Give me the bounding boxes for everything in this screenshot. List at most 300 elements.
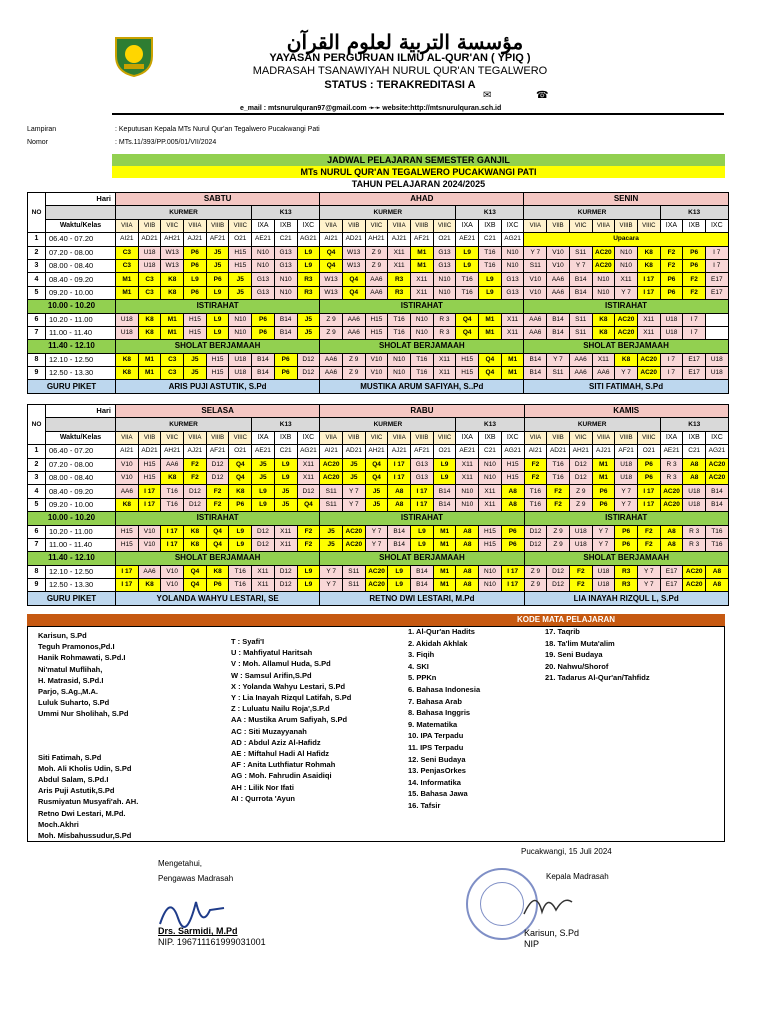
schedule-cell: T16 <box>479 246 502 259</box>
schedule-cell: J5 <box>184 353 207 366</box>
schedule-cell: B14 <box>547 326 570 339</box>
legend-entry: U : Mahfiyatul Haritsah <box>231 648 313 658</box>
class-label: VIIIB <box>615 219 638 232</box>
break-label: SHOLAT BERJAMAAH <box>524 340 728 353</box>
schedule-cell: AC20 <box>320 471 343 484</box>
schedule-cell: AC20 <box>683 565 706 578</box>
schedule-cell: H15 <box>479 525 502 538</box>
schedule-cell: P6 <box>615 525 638 538</box>
schedule-cell: AA6 <box>365 286 388 299</box>
schedule-cell: K8 <box>637 259 660 272</box>
period-row <box>28 579 729 592</box>
schedule-cell: D12 <box>297 353 320 366</box>
lampiran-row <box>27 126 320 133</box>
class-label: VIIIA <box>592 219 615 232</box>
schedule-cell: J5 <box>229 286 252 299</box>
schedule-cell: A8 <box>456 565 479 578</box>
duty-row <box>28 592 729 605</box>
schedule-cell: K8 <box>116 367 139 380</box>
schedule-cell: W13 <box>320 273 343 286</box>
schedule-cell: AI21 <box>116 233 139 246</box>
schedule-cell: Z 9 <box>547 538 570 551</box>
schedule-cell: R 3 <box>683 538 706 551</box>
schedule-cell: M1 <box>138 367 161 380</box>
period-time: 08.40 - 09.20 <box>46 273 116 286</box>
schedule-cell: W13 <box>320 286 343 299</box>
class-label: VIIIB <box>411 431 434 444</box>
schedule-cell: M1 <box>410 246 433 259</box>
guru-piket-label: GURU PIKET <box>28 592 116 605</box>
schedule-cell: T16 <box>547 471 570 484</box>
schedule-cell: X11 <box>501 313 524 326</box>
schedule-cell <box>705 313 728 326</box>
pengawas-nip: NIP. 196711161999031001 <box>158 937 266 947</box>
schedule-cell: AC20 <box>637 353 660 366</box>
nomor-value: : MTs.11/393/PP.005/01/VII/2024 <box>115 139 217 146</box>
legend-entry: 13. PenjasOrkes <box>408 766 466 776</box>
schedule-cell: X11 <box>592 353 615 366</box>
break-label: SHOLAT BERJAMAAH <box>320 552 524 565</box>
schedule-cell: H15 <box>184 313 207 326</box>
k13-label: K13 <box>456 418 524 431</box>
schedule-cell: F2 <box>206 485 229 498</box>
schedule-cell: Y 7 <box>343 498 366 511</box>
period-row <box>28 445 729 458</box>
schedule-cell: Y 7 <box>615 498 638 511</box>
legend-entry: 8. Bahasa Inggris <box>408 708 471 718</box>
schedule-cell: C3 <box>161 367 184 380</box>
pengawas-name: Drs. Sarmidi, M.Pd <box>158 926 238 936</box>
schedule-cell: AE21 <box>456 445 479 458</box>
schedule-cell: F2 <box>660 259 683 272</box>
period-number: 7 <box>28 538 46 551</box>
schedule-cell: F2 <box>638 525 661 538</box>
class-label: VIIIC <box>637 219 660 232</box>
schedule-cell: L9 <box>297 565 320 578</box>
schedule-cell: C21 <box>479 445 502 458</box>
schedule-cell: A8 <box>501 485 524 498</box>
schedule-cell: N10 <box>592 286 615 299</box>
schedule-cell: V10 <box>116 458 139 471</box>
schedule-cell: V10 <box>524 286 547 299</box>
schedule-cell: AG21 <box>297 445 320 458</box>
class-label: VIIIC <box>229 431 252 444</box>
schedule-cell: K8 <box>637 246 660 259</box>
period-time: 12.10 - 12.50 <box>46 565 116 578</box>
schedule-cell: G13 <box>433 259 456 272</box>
schedule-cell: S11 <box>547 367 570 380</box>
k13-label: K13 <box>252 418 320 431</box>
schedule-cell: A8 <box>683 458 706 471</box>
upacara-cell: Upacara <box>524 233 728 246</box>
schedule-cell: Y 7 <box>365 538 388 551</box>
schedule-cell: I 17 <box>411 498 434 511</box>
schedule-cell: Z 9 <box>569 485 592 498</box>
mail-icon: ✉ <box>483 90 492 101</box>
schedule-cell: R 3 <box>683 525 706 538</box>
duty-row <box>28 380 729 393</box>
schedule-cell: F2 <box>184 458 207 471</box>
schedule-cell: B14 <box>706 498 729 511</box>
schedule-cell: N10 <box>592 273 615 286</box>
schedule-cell: AA6 <box>342 313 365 326</box>
schedule-cell: O21 <box>433 233 456 246</box>
schedule-cell: Z 9 <box>569 498 592 511</box>
schedule-cell: K8 <box>161 273 184 286</box>
schedule-cell: Q4 <box>479 367 502 380</box>
period-row <box>28 273 729 286</box>
schedule-cell: D12 <box>252 525 275 538</box>
schedule-cell: X11 <box>297 471 320 484</box>
schedule-cell: B14 <box>433 485 456 498</box>
period-time: 07.20 - 08.00 <box>46 458 116 471</box>
schedule-cell: F2 <box>547 498 570 511</box>
lampiran-label: Lampiran <box>27 126 57 133</box>
schedule-cell: Y 7 <box>615 286 638 299</box>
kurmer-label: KURMER <box>320 418 456 431</box>
schedule-cell: AD21 <box>343 445 366 458</box>
period-number: 9 <box>28 367 46 380</box>
schedule-cell: K8 <box>229 485 252 498</box>
schedule-cell: P6 <box>229 498 252 511</box>
legend-entry: AE : Miftahul Hadi Al Hafidz <box>231 749 330 758</box>
school-logo-icon <box>112 34 156 78</box>
arabic-title: مؤسسة التربية لعلوم القرآن <box>286 30 524 54</box>
schedule-cell: B14 <box>274 326 297 339</box>
schedule-cell: P6 <box>638 471 661 484</box>
schedule-cell: W13 <box>342 246 365 259</box>
schedule-cell: M1 <box>161 313 184 326</box>
schedule-cell: U18 <box>660 313 683 326</box>
period-time: 10.20 - 11.00 <box>46 525 116 538</box>
legend-entry: 7. Bahasa Arab <box>408 696 462 706</box>
class-label: IXB <box>479 431 502 444</box>
schedule-cell: L9 <box>297 579 320 592</box>
schedule-cell: AJ21 <box>592 445 615 458</box>
schedule-cell: Z 9 <box>320 326 343 339</box>
schedule-cell: V10 <box>116 471 139 484</box>
schedule-cell: N10 <box>479 471 502 484</box>
schedule-cell: X11 <box>433 353 456 366</box>
schedule-cell: Z 9 <box>547 525 570 538</box>
legend-entry: 17. Taqrib <box>545 627 580 636</box>
schedule-cell: P6 <box>683 246 706 259</box>
nomor-row <box>27 139 217 146</box>
day-name: SABTU <box>116 193 320 206</box>
schedule-cell: G13 <box>252 273 275 286</box>
schedule-cell: Y 7 <box>638 565 661 578</box>
schedule-cell: H15 <box>206 367 229 380</box>
schedule-cell: AC20 <box>343 538 366 551</box>
schedule-cell: M1 <box>592 471 615 484</box>
schedule-cell: C3 <box>138 286 161 299</box>
schedule-cell: T16 <box>161 498 184 511</box>
schedule-cell: V10 <box>365 367 388 380</box>
schedule-cell: V10 <box>365 353 388 366</box>
schedule-cell: Y 7 <box>569 259 592 272</box>
accreditation-status: STATUS : TERAKREDITASI A <box>324 79 476 91</box>
schedule-cell: F2 <box>184 471 207 484</box>
schedule-cell: L9 <box>206 286 229 299</box>
schedule-cell: A8 <box>706 579 729 592</box>
k13-label: K13 <box>456 206 524 219</box>
schedule-cell: S11 <box>569 313 592 326</box>
schedule-cell: V10 <box>138 538 161 551</box>
legend-entry: AI : Qurrota 'Ayun <box>231 793 296 803</box>
schedule-cell: J5 <box>320 525 343 538</box>
schedule-cell: P6 <box>683 259 706 272</box>
schedule-cell: AA6 <box>524 313 547 326</box>
schedule-cell: J5 <box>274 485 297 498</box>
schedule-cell: Q4 <box>320 259 343 272</box>
schedule-cell: B14 <box>706 485 729 498</box>
schedule-cell: U18 <box>569 538 592 551</box>
schedule-cell: L9 <box>274 458 297 471</box>
schedule-cell: P6 <box>501 525 524 538</box>
class-label: VIIA <box>524 431 547 444</box>
schedule-cell: T16 <box>410 353 433 366</box>
schedule-cell: K8 <box>138 579 161 592</box>
day-header-row <box>28 193 729 206</box>
schedule-cell: R3 <box>297 286 320 299</box>
schedule-cell: M1 <box>479 313 502 326</box>
schedule-cell: C3 <box>116 259 139 272</box>
schedule-cell: Z 9 <box>320 313 343 326</box>
schedule-cell: H15 <box>479 538 502 551</box>
class-label: IXA <box>660 219 683 232</box>
schedule-cell: E17 <box>660 579 683 592</box>
schedule-cell: L9 <box>411 538 434 551</box>
period-row <box>28 458 729 471</box>
schedule-cell: AJ21 <box>388 445 411 458</box>
schedule-cell: A8 <box>660 538 683 551</box>
class-label: IXC <box>501 219 524 232</box>
schedule-cell: AC20 <box>660 498 683 511</box>
schedule-cell: Z 9 <box>365 246 388 259</box>
legend-entry: H. Matrasid, S.Pd.I <box>38 675 104 685</box>
break-row <box>28 512 729 525</box>
schedule-cell: V10 <box>161 579 184 592</box>
schedule-cell: AA6 <box>592 367 615 380</box>
schedule-cell: P6 <box>274 367 297 380</box>
schedule-cell: J5 <box>252 458 275 471</box>
schedule-cell: J5 <box>206 246 229 259</box>
schedule-cell: I 17 <box>388 471 411 484</box>
schedule-cell: I 17 <box>161 538 184 551</box>
schedule-cell: R3 <box>615 579 638 592</box>
schedule-cell: J5 <box>252 471 275 484</box>
schedule-cell: D12 <box>297 367 320 380</box>
schedule-cell: L9 <box>229 538 252 551</box>
schedule-cell: R3 <box>615 565 638 578</box>
schedule-cell: D12 <box>184 485 207 498</box>
schedule-cell: U18 <box>683 498 706 511</box>
schedule-cell: Z 9 <box>365 259 388 272</box>
schedule-cell: X11 <box>479 498 502 511</box>
period-row <box>28 353 729 366</box>
schedule-cell: P6 <box>206 579 229 592</box>
schedule-cell: Y 7 <box>592 538 615 551</box>
schedule-cell: I 17 <box>501 579 524 592</box>
schedule-cell: AA6 <box>161 458 184 471</box>
legend-entry: 9. Matematika <box>408 719 458 729</box>
legend-entry: Karisun, S.Pd <box>38 631 87 640</box>
schedule-cell: F2 <box>547 485 570 498</box>
schedule-cell: S11 <box>569 326 592 339</box>
class-label: IXB <box>683 219 706 232</box>
schedule-cell: L9 <box>456 259 479 272</box>
schedule-cell: O21 <box>229 233 252 246</box>
schedule-cell: H15 <box>138 458 161 471</box>
legend-entry: 3. Fiqih <box>408 650 435 660</box>
class-label: VIIIB <box>206 219 229 232</box>
schedule-cell: P6 <box>252 313 275 326</box>
schedule-cell: Q4 <box>456 313 479 326</box>
schedule-cell: N10 <box>479 458 502 471</box>
kepala-nip: NIP <box>524 939 540 949</box>
schedule-cell: W13 <box>161 246 184 259</box>
schedule-cell: U18 <box>660 326 683 339</box>
schedule-cell: AA6 <box>547 286 570 299</box>
schedule-cell: X11 <box>274 525 297 538</box>
schedule-cell: N10 <box>456 485 479 498</box>
legend-entry: Moh. Misbahussudur,S.Pd <box>38 831 132 840</box>
legend-entry: 19. Seni Budaya <box>545 650 603 660</box>
schedule-cell: K8 <box>161 471 184 484</box>
legend-entry: Moch.Akhri <box>38 819 79 829</box>
schedule-cell: X11 <box>252 579 275 592</box>
mengetahui-label: Mengetahui, <box>158 859 203 868</box>
schedule-cell: Q4 <box>342 273 365 286</box>
schedule-cell: G13 <box>274 259 297 272</box>
schedule-cell: L9 <box>252 498 275 511</box>
schedule-cell: S11 <box>343 565 366 578</box>
schedule-cell: B14 <box>252 353 275 366</box>
period-time: 07.20 - 08.00 <box>46 246 116 259</box>
waktu-header: Waktu/Kelas <box>46 219 116 232</box>
schedule-cell: G13 <box>274 246 297 259</box>
period-row <box>28 498 729 511</box>
schedule-cell: R3 <box>388 273 411 286</box>
duty-teacher: RETNO DWI LESTARI, M.Pd <box>320 592 524 605</box>
period-time: 08.00 - 08.40 <box>46 259 116 272</box>
period-row <box>28 326 729 339</box>
schedule-cell: V10 <box>524 273 547 286</box>
schedule-cell: P6 <box>184 286 207 299</box>
schedule-cell: AA6 <box>138 565 161 578</box>
schedule-cell: AD21 <box>138 233 161 246</box>
period-number: 1 <box>28 445 46 458</box>
schedule-cell: F2 <box>569 565 592 578</box>
letterhead <box>0 0 768 130</box>
k13-label: K13 <box>660 206 728 219</box>
schedule-cell: L9 <box>411 525 434 538</box>
period-number: 5 <box>28 498 46 511</box>
schedule-cell: F2 <box>569 579 592 592</box>
schedule-cell: W13 <box>342 259 365 272</box>
schedule-cell: AE21 <box>252 233 275 246</box>
schedule-cell: X11 <box>388 246 411 259</box>
legend-entry: 20. Nahwu/Shorof <box>545 661 609 671</box>
schedule-cell: Y 7 <box>615 485 638 498</box>
schedule-cell: N10 <box>615 259 638 272</box>
header-divider <box>112 113 724 115</box>
break-time: 11.40 - 12.10 <box>28 552 116 565</box>
schedule-cell: N10 <box>456 498 479 511</box>
schedule-cell: X11 <box>252 565 275 578</box>
schedule-cell: T16 <box>524 498 547 511</box>
schedule-cell: S11 <box>343 579 366 592</box>
schedule-cell: M1 <box>116 286 139 299</box>
schedule-cell: AF21 <box>206 233 229 246</box>
schedule-cell: R3 <box>297 273 320 286</box>
schedule-cell: C3 <box>161 353 184 366</box>
schedule-cell: P6 <box>252 326 275 339</box>
schedule-cell: J5 <box>297 326 320 339</box>
schedule-cell: G13 <box>433 246 456 259</box>
duty-teacher: LIA INAYAH RIZQUL L, S.Pd <box>524 592 728 605</box>
schedule-cell: U18 <box>116 313 139 326</box>
schedule-cell: B14 <box>274 313 297 326</box>
schedule-cell: N10 <box>501 259 524 272</box>
period-number: 8 <box>28 565 46 578</box>
legend-entry: 21. Tadarus Al-Qur'an/Tahfidz <box>545 673 650 683</box>
break-label: ISTIRAHAT <box>320 512 524 525</box>
schedule-cell: G13 <box>501 286 524 299</box>
schedule-cell: L9 <box>252 485 275 498</box>
class-label: VIIB <box>138 219 161 232</box>
schedule-cell: U18 <box>592 579 615 592</box>
schedule-cell: U18 <box>116 326 139 339</box>
period-number: 6 <box>28 525 46 538</box>
schedule-cell: AC20 <box>592 259 615 272</box>
schedule-cell: L9 <box>184 273 207 286</box>
schedule-cell: U18 <box>229 367 252 380</box>
schedule-cell: O21 <box>229 445 252 458</box>
class-label: VIIIC <box>433 219 456 232</box>
schedule-cell: X11 <box>501 326 524 339</box>
period-number: 2 <box>28 458 46 471</box>
schedule-cell: Q4 <box>184 565 207 578</box>
schedule-cell: D12 <box>274 565 297 578</box>
class-label: IXA <box>456 431 479 444</box>
schedule-cell: J5 <box>229 273 252 286</box>
legend-entry: Moh. Ali Kholis Udin, S.Pd <box>38 763 132 773</box>
schedule-cell: T16 <box>456 286 479 299</box>
schedule-cell: A8 <box>456 538 479 551</box>
legend-entry: Abdul Salam, S.Pd.I <box>38 775 109 784</box>
break-time: 10.00 - 10.20 <box>28 512 116 525</box>
schedule-cell: N10 <box>229 313 252 326</box>
period-number: 7 <box>28 326 46 339</box>
schedule-cell: Z 9 <box>524 579 547 592</box>
schedule-cell: J5 <box>206 259 229 272</box>
schedule-cell: U18 <box>615 471 638 484</box>
schedule-cell: AC20 <box>706 458 729 471</box>
schedule-cell: K8 <box>184 538 207 551</box>
schedule-cell: A8 <box>388 485 411 498</box>
schedule-cell: E17 <box>660 565 683 578</box>
schedule-cell: U18 <box>683 485 706 498</box>
class-label: VIIA <box>116 219 139 232</box>
schedule-cell: U18 <box>615 458 638 471</box>
schedule-cell: D12 <box>569 471 592 484</box>
schedule-cell: AJ21 <box>184 445 207 458</box>
schedule-cell: Z 9 <box>524 565 547 578</box>
schedule-cell: K8 <box>592 313 615 326</box>
duty-teacher: ARIS PUJI ASTUTIK, S.Pd <box>116 380 320 393</box>
schedule-cell: H15 <box>138 471 161 484</box>
